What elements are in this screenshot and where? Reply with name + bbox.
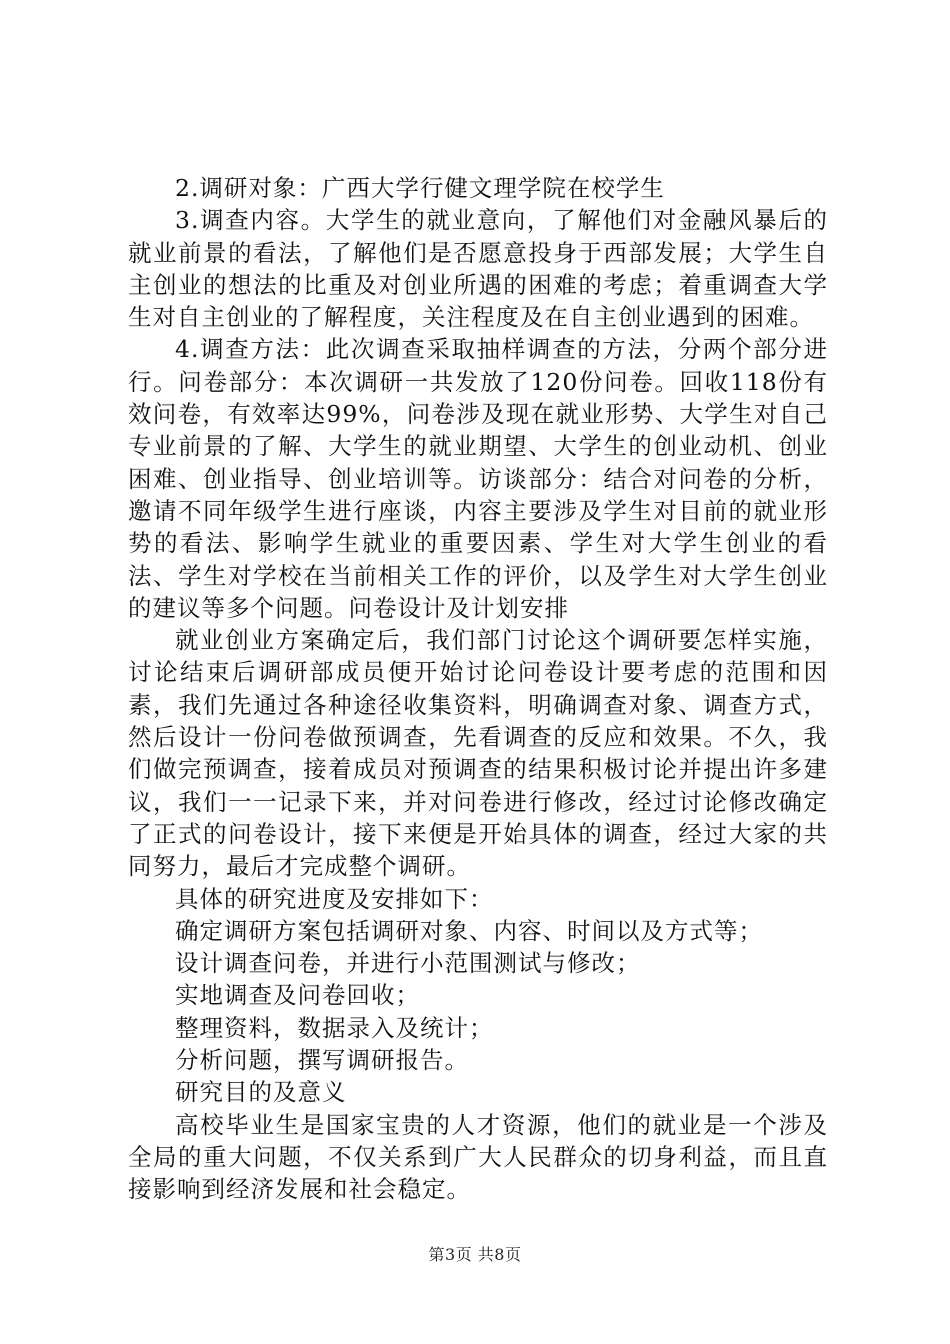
paragraph-schedule-heading: 具体的研究进度及安排如下：: [175, 884, 494, 913]
paragraph-survey-content: 3.调查内容。大学生的就业意向，了解他们对金融风暴后的就业前景的看法，了解他们是否愿意投身于西部发展；大学生自主创业的想法的比重及对创业所遇的困难的考虑；着重调查大学生对自主创业的了解程度，关注程度及在自主创业遇到的困难。: [128, 206, 828, 332]
schedule-item-1: 确定调研方案包括调研对象、内容、时间以及方式等；: [175, 916, 763, 945]
schedule-item-4: 整理资料，数据录入及统计；: [175, 1013, 494, 1042]
section-heading-purpose: 研究目的及意义: [175, 1078, 347, 1107]
schedule-item-2: 设计调查问卷，并进行小范围测试与修改；: [175, 949, 641, 978]
paragraph-survey-method: 4.调查方法：此次调查采取抽样调查的方法，分两个部分进行。问卷部分：本次调研一共发放了120份问卷。回收118份有效问卷，有效率达99%，问卷涉及现在就业形势、大学生对自己专业前景的了解、大学生的就业期望、大学生的创业动机、创业困难、创业指导、创业培训等。访谈部分：结合对问卷的分析，邀请不同年级学生进行座谈，内容主要涉及学生对目前的就业形势的看法、影响学生就业的重要因素、学生对大学生创业的看法、学生对学校在当前相关工作的评价，以及学生对大学生创业的建议等多个问题。问卷设计及计划安排: [128, 335, 828, 622]
paragraph-survey-process: 就业创业方案确定后，我们部门讨论这个调研要怎样实施，讨论结束后调研部成员便开始讨论问卷设计要考虑的范围和因素，我们先通过各种途径收集资料，明确调查对象、调查方式，然后设计一份问卷做预调查，先看调查的反应和效果。不久，我们做完预调查，接着成员对预调查的结果积极讨论并提出许多建议，我们一一记录下来，并对问卷进行修改，经过讨论修改确定了正式的问卷设计，接下来便是开始具体的调查，经过大家的共同努力，最后才完成整个调研。: [128, 626, 828, 881]
page-number-footer: 第3页 共8页: [428, 1245, 522, 1264]
schedule-item-3: 实地调查及问卷回收；: [175, 981, 420, 1010]
paragraph-research-subject: 2.调研对象：广西大学行健文理学院在校学生: [175, 174, 665, 202]
schedule-item-5: 分析问题，撰写调研报告。: [175, 1046, 469, 1075]
document-body: [128, 172, 828, 1206]
paragraph-purpose: 高校毕业生是国家宝贵的人才资源，他们的就业是一个涉及全局的重大问题，不仅关系到广大人民群众的切身利益，而且直接影响到经济发展和社会稳定。: [128, 1110, 828, 1204]
